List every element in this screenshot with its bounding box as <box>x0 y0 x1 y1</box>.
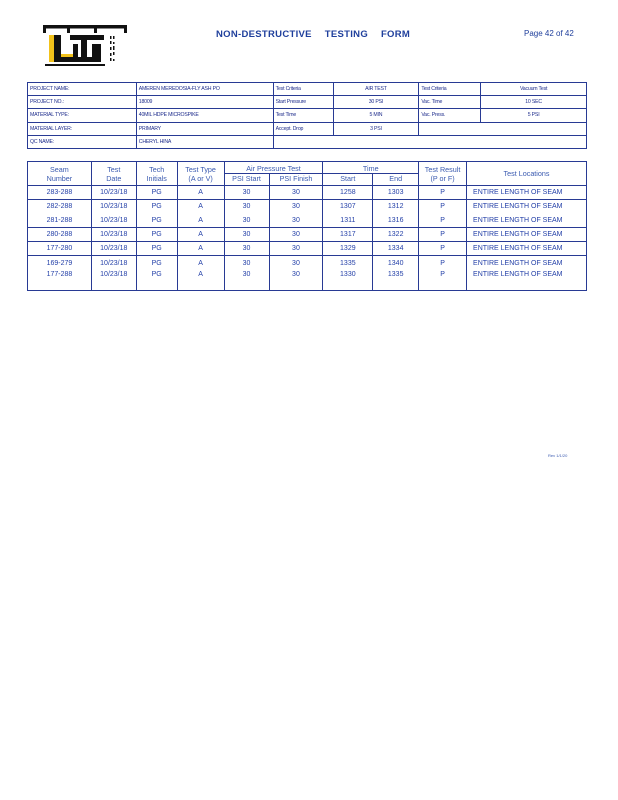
table-row <box>28 186 587 200</box>
test-result-cell: P <box>419 242 467 256</box>
time-end-cell: 1312 <box>373 200 419 214</box>
vac-time-label: Vac. Time <box>419 96 481 109</box>
test-result-cell: P <box>419 186 467 200</box>
test-results-table <box>27 161 587 291</box>
material-type-value: 40MIL HDPE MICROSPIKE <box>136 109 273 122</box>
psi-start-cell: 30 <box>224 200 269 214</box>
test-location-cell: ENTIRE LENGTH OF SEAM <box>467 227 587 241</box>
vac-press-label: Vac. Press. <box>419 109 481 122</box>
test-location-cell: ENTIRE LENGTH OF SEAM <box>467 186 587 200</box>
header-test-locations: Test Locations <box>467 162 587 186</box>
test-location-cell: ENTIRE LENGTH OF SEAM <box>467 270 587 291</box>
tech-initials-cell: PG <box>136 214 177 228</box>
header-time: Time <box>323 162 419 174</box>
psi-finish-cell: 30 <box>269 242 323 256</box>
psi-finish-cell: 30 <box>269 256 323 270</box>
time-start-cell: 1307 <box>323 200 373 214</box>
table-row <box>28 200 587 214</box>
time-start-cell: 1329 <box>323 242 373 256</box>
test-criteria-value: AIR TEST <box>333 83 419 96</box>
test-time-label: Test Time <box>273 109 333 122</box>
time-end-cell: 1303 <box>373 186 419 200</box>
qc-name-value: CHERYL HINA <box>136 135 273 148</box>
test-result-cell: P <box>419 256 467 270</box>
psi-start-cell: 30 <box>224 270 269 291</box>
test-location-cell: ENTIRE LENGTH OF SEAM <box>467 214 587 228</box>
test-date-cell: 10/23/18 <box>91 227 136 241</box>
seam-number-cell: 177-280 <box>28 242 92 256</box>
project-name-label: PROJECT NAME: <box>28 83 137 96</box>
qc-name-label: QC NAME: <box>28 135 137 148</box>
table-row <box>28 214 587 228</box>
accept-drop-value: 3 PSI <box>333 122 419 135</box>
header-start: Start <box>323 174 373 186</box>
vac-time-value: 10 SEC <box>481 96 587 109</box>
company-logo <box>40 22 132 70</box>
header-psi-finish: PSI Finish <box>269 174 323 186</box>
test-date-cell: 10/23/18 <box>91 242 136 256</box>
project-no-label: PROJECT NO.: <box>28 96 137 109</box>
header-a-or-v: (A or V) <box>177 174 224 186</box>
test-type-cell: A <box>177 214 224 228</box>
header-initials: Initials <box>136 174 177 186</box>
table-row <box>28 242 587 256</box>
header-psi-start: PSI Start <box>224 174 269 186</box>
psi-finish-cell: 30 <box>269 214 323 228</box>
header-end: End <box>373 174 419 186</box>
material-layer-label: MATERIAL LAYER: <box>28 122 137 135</box>
tech-initials-cell: PG <box>136 186 177 200</box>
material-layer-value: PRIMARY <box>136 122 273 135</box>
vac-press-value: 5 PSI <box>481 109 587 122</box>
start-pressure-label: Start Pressure <box>273 96 333 109</box>
psi-start-cell: 30 <box>224 186 269 200</box>
info-empty-cell <box>273 135 586 148</box>
project-name-value: AMEREN MEREDOSIA-FLY ASH PO <box>136 83 273 96</box>
psi-finish-cell: 30 <box>269 270 323 291</box>
test-location-cell: ENTIRE LENGTH OF SEAM <box>467 200 587 214</box>
test-date-cell: 10/23/18 <box>91 256 136 270</box>
test-type-cell: A <box>177 270 224 291</box>
test-type-cell: A <box>177 200 224 214</box>
time-end-cell: 1322 <box>373 227 419 241</box>
test-date-cell: 10/23/18 <box>91 270 136 291</box>
header-number: Number <box>28 174 92 186</box>
psi-finish-cell: 30 <box>269 227 323 241</box>
test-criteria-2-value: Vacuum Test <box>481 83 587 96</box>
test-location-cell: ENTIRE LENGTH OF SEAM <box>467 242 587 256</box>
test-type-cell: A <box>177 186 224 200</box>
seam-number-cell: 177-288 <box>28 270 92 291</box>
header-tech: Tech <box>136 162 177 174</box>
seam-number-cell: 281-288 <box>28 214 92 228</box>
seam-number-cell: 282-288 <box>28 200 92 214</box>
header-date: Date <box>91 174 136 186</box>
test-location-cell: ENTIRE LENGTH OF SEAM <box>467 256 587 270</box>
time-start-cell: 1335 <box>323 256 373 270</box>
test-result-cell: P <box>419 200 467 214</box>
time-end-cell: 1334 <box>373 242 419 256</box>
seam-number-cell: 169-279 <box>28 256 92 270</box>
test-criteria-label: Test Criteria <box>273 83 333 96</box>
test-criteria-2-label: Test Criteria <box>419 83 481 96</box>
test-result-cell: P <box>419 227 467 241</box>
header-p-or-f: (P or F) <box>419 174 467 186</box>
header-air-pressure-test: Air Pressure Test <box>224 162 323 174</box>
psi-start-cell: 30 <box>224 214 269 228</box>
seam-number-cell: 280-288 <box>28 227 92 241</box>
test-date-cell: 10/23/18 <box>91 200 136 214</box>
header-test-result: Test Result <box>419 162 467 174</box>
time-start-cell: 1330 <box>323 270 373 291</box>
test-date-cell: 10/23/18 <box>91 214 136 228</box>
revision-note: Rev 1/1/20 <box>548 453 568 458</box>
time-start-cell: 1258 <box>323 186 373 200</box>
test-result-cell: P <box>419 270 467 291</box>
form-title: NON-DESTRUCTIVE TESTING FORM <box>216 29 411 40</box>
time-start-cell: 1311 <box>323 214 373 228</box>
tech-initials-cell: PG <box>136 227 177 241</box>
tech-initials-cell: PG <box>136 270 177 291</box>
psi-start-cell: 30 <box>224 256 269 270</box>
table-row <box>28 227 587 241</box>
page-number: Page 42 of 42 <box>524 29 574 38</box>
test-time-value: 5 MIN <box>333 109 419 122</box>
time-end-cell: 1340 <box>373 256 419 270</box>
test-result-cell: P <box>419 214 467 228</box>
time-start-cell: 1317 <box>323 227 373 241</box>
tech-initials-cell: PG <box>136 256 177 270</box>
table-row <box>28 270 587 291</box>
start-pressure-value: 30 PSI <box>333 96 419 109</box>
psi-start-cell: 30 <box>224 242 269 256</box>
time-end-cell: 1335 <box>373 270 419 291</box>
tech-initials-cell: PG <box>136 200 177 214</box>
test-date-cell: 10/23/18 <box>91 186 136 200</box>
psi-finish-cell: 30 <box>269 200 323 214</box>
header-test: Test <box>91 162 136 174</box>
project-no-value: 18009 <box>136 96 273 109</box>
psi-start-cell: 30 <box>224 227 269 241</box>
info-empty-cell <box>419 122 587 135</box>
material-type-label: MATERIAL TYPE: <box>28 109 137 122</box>
project-info-table <box>27 82 587 149</box>
tech-initials-cell: PG <box>136 242 177 256</box>
header-test-type: Test Type <box>177 162 224 174</box>
test-type-cell: A <box>177 227 224 241</box>
psi-finish-cell: 30 <box>269 186 323 200</box>
time-end-cell: 1316 <box>373 214 419 228</box>
seam-number-cell: 283-288 <box>28 186 92 200</box>
table-row <box>28 256 587 270</box>
accept-drop-label: Accept. Drop <box>273 122 333 135</box>
test-type-cell: A <box>177 256 224 270</box>
test-type-cell: A <box>177 242 224 256</box>
header-seam: Seam <box>28 162 92 174</box>
